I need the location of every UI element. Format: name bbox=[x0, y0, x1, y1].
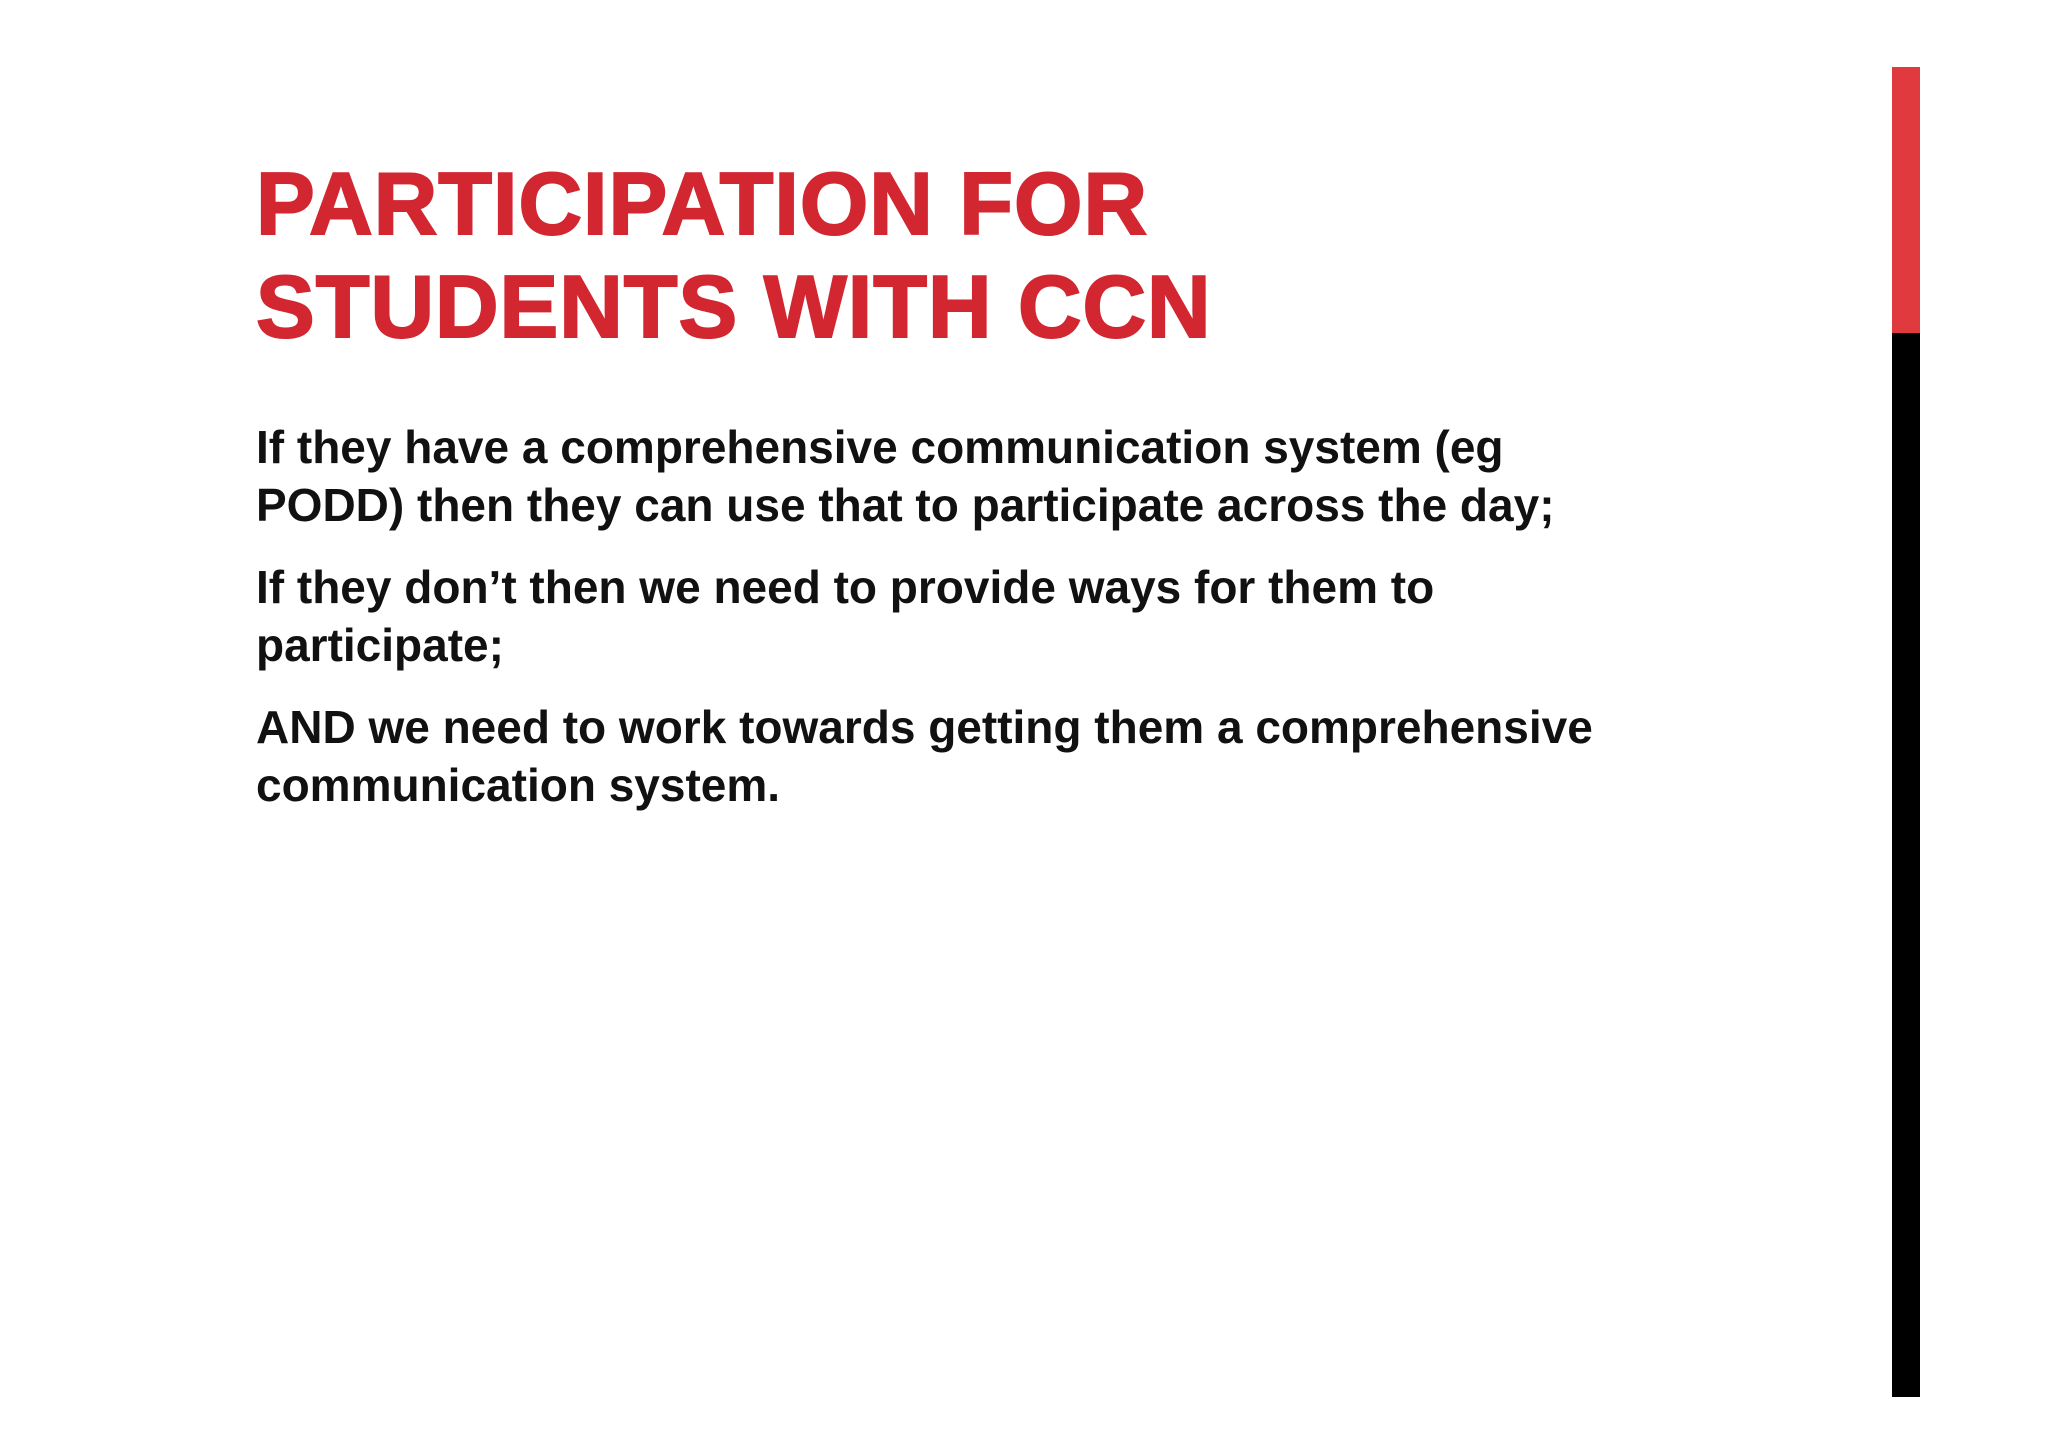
paragraph-work-towards bbox=[256, 698, 1736, 814]
paragraph-line: AND we need to work towards getting them a comprehensive bbox=[256, 701, 1593, 753]
slide-title-line-1: PARTICIPATION FOR bbox=[256, 154, 1149, 253]
slide-title bbox=[256, 152, 1656, 358]
accent-bar-black bbox=[1892, 333, 1920, 1397]
paragraph-provide-ways bbox=[256, 558, 1736, 674]
slide-body bbox=[256, 418, 1736, 838]
paragraph-line: communication system. bbox=[256, 759, 781, 811]
accent-bar-red bbox=[1892, 67, 1920, 333]
slide-title-line-2: STUDENTS WITH CCN bbox=[256, 257, 1212, 356]
paragraph-line: PODD) then they can use that to participate across the day; bbox=[256, 479, 1555, 531]
paragraph-line: If they don’t then we need to provide ways for them to bbox=[256, 561, 1435, 613]
paragraph-line: participate; bbox=[256, 619, 504, 671]
paragraph-communication-system bbox=[256, 418, 1736, 534]
paragraph-line: If they have a comprehensive communication system (eg bbox=[256, 421, 1504, 473]
